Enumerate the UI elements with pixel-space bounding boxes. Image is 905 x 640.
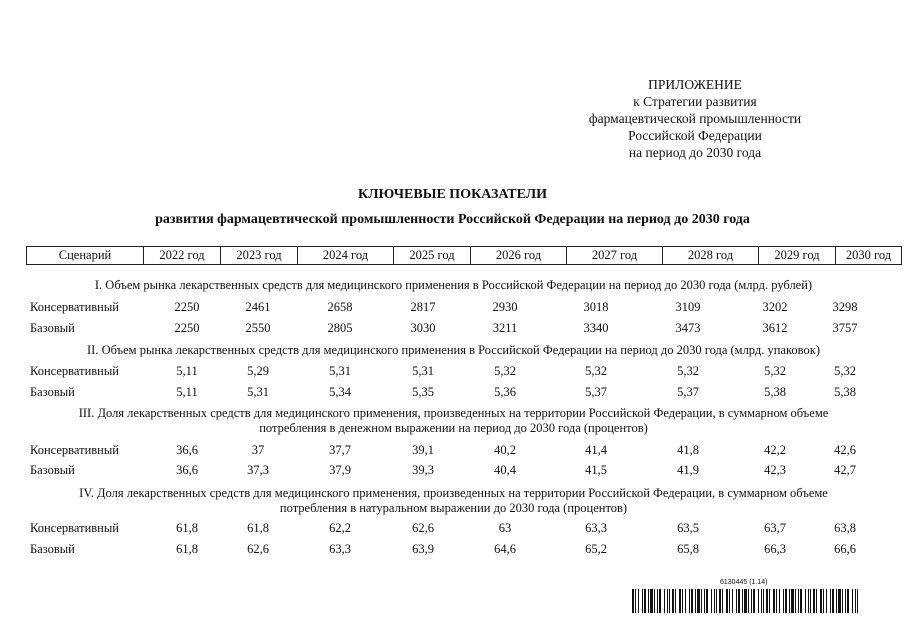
row-label: Базовый bbox=[30, 463, 75, 477]
cell: 3473 bbox=[675, 321, 701, 335]
header-cell-2029: 2029 год bbox=[759, 247, 836, 265]
cell: 5,38 bbox=[764, 385, 786, 399]
section-title bbox=[26, 406, 881, 436]
cell: 66,3 bbox=[764, 542, 786, 556]
cell: 66,6 bbox=[834, 542, 856, 556]
section-title bbox=[26, 343, 881, 358]
cell: 65,8 bbox=[677, 542, 699, 556]
cell: 41,4 bbox=[585, 443, 607, 457]
cell: 39,3 bbox=[412, 463, 434, 477]
cell: 65,2 bbox=[585, 542, 607, 556]
cell: 37,7 bbox=[329, 443, 351, 457]
cell: 63,3 bbox=[585, 521, 607, 535]
section-title-line: потребления в натуральном выражении до 2030 года (процентов) bbox=[279, 501, 628, 515]
cell: 2805 bbox=[327, 321, 353, 335]
cell: 39,1 bbox=[412, 443, 434, 457]
cell: 5,11 bbox=[176, 364, 198, 378]
cell: 36,6 bbox=[176, 443, 198, 457]
cell: 61,8 bbox=[247, 521, 269, 535]
document-subtitle: развития фармацевтической промышленности Российской Федерации на период до 2030 года bbox=[155, 212, 750, 227]
cell: 5,32 bbox=[764, 364, 786, 378]
header-cell-2025: 2025 год bbox=[394, 247, 471, 265]
barcode-icon bbox=[632, 589, 860, 613]
cell: 40,4 bbox=[494, 463, 516, 477]
cell: 41,8 bbox=[677, 443, 699, 457]
cell: 61,8 bbox=[176, 542, 198, 556]
appendix-block bbox=[560, 76, 830, 161]
section-title-line: I. Объем рынка лекарственных средств для медицинского применения в Российской Федерации на период до 2030 года (млрд. рублей) bbox=[94, 278, 813, 292]
cell: 3030 bbox=[410, 321, 436, 335]
cell: 5,31 bbox=[412, 364, 434, 378]
cell: 3109 bbox=[675, 300, 701, 314]
cell: 5,38 bbox=[834, 385, 856, 399]
row-label: Базовый bbox=[30, 542, 75, 556]
table-row bbox=[0, 462, 905, 478]
header-cell-2024: 2024 год bbox=[298, 247, 394, 265]
row-label: Базовый bbox=[30, 321, 75, 335]
appendix-line: ПРИЛОЖЕНИЕ bbox=[648, 77, 742, 92]
header-cell-2022: 2022 год bbox=[144, 247, 221, 265]
cell: 2250 bbox=[174, 300, 200, 314]
table-row bbox=[0, 442, 905, 458]
table-header bbox=[26, 246, 902, 265]
cell: 5,37 bbox=[585, 385, 607, 399]
cell: 37 bbox=[251, 443, 265, 457]
table-row bbox=[0, 320, 905, 336]
document-title: КЛЮЧЕВЫЕ ПОКАЗАТЕЛИ bbox=[357, 187, 548, 202]
cell: 2461 bbox=[245, 300, 271, 314]
cell: 63,5 bbox=[677, 521, 699, 535]
section-title bbox=[26, 278, 881, 293]
row-label: Консервативный bbox=[30, 364, 119, 378]
header-cell-2026: 2026 год bbox=[471, 247, 567, 265]
cell: 5,31 bbox=[247, 385, 269, 399]
appendix-line: к Стратегии развития bbox=[633, 94, 757, 109]
cell: 63 bbox=[498, 521, 512, 535]
cell: 61,8 bbox=[176, 521, 198, 535]
cell: 3202 bbox=[762, 300, 788, 314]
cell: 41,5 bbox=[585, 463, 607, 477]
table-row bbox=[0, 520, 905, 536]
cell: 37,9 bbox=[329, 463, 351, 477]
cell: 3757 bbox=[832, 321, 858, 335]
table-row bbox=[0, 299, 905, 315]
cell: 62,2 bbox=[329, 521, 351, 535]
cell: 36,6 bbox=[176, 463, 198, 477]
cell: 63,7 bbox=[764, 521, 786, 535]
header-cell-2027: 2027 год bbox=[567, 247, 663, 265]
header-cell-2030: 2030 год bbox=[836, 247, 902, 265]
cell: 5,32 bbox=[494, 364, 516, 378]
document-code: 6130445 (1.14) bbox=[720, 579, 768, 586]
cell: 5,36 bbox=[494, 385, 516, 399]
cell: 3612 bbox=[762, 321, 788, 335]
cell: 5,11 bbox=[176, 385, 198, 399]
cell: 2250 bbox=[174, 321, 200, 335]
section-title-line: III. Доля лекарственных средств для медицинского применения, произведенных на территории Российской Федерации, в суммарном объеме bbox=[78, 406, 829, 420]
row-label: Консервативный bbox=[30, 300, 119, 314]
cell: 5,32 bbox=[834, 364, 856, 378]
cell: 2930 bbox=[492, 300, 518, 314]
table-row bbox=[0, 541, 905, 557]
cell: 40,2 bbox=[494, 443, 516, 457]
cell: 5,29 bbox=[247, 364, 269, 378]
cell: 5,37 bbox=[677, 385, 699, 399]
cell: 42,2 bbox=[764, 443, 786, 457]
cell: 3340 bbox=[583, 321, 609, 335]
cell: 5,31 bbox=[329, 364, 351, 378]
cell: 3211 bbox=[492, 321, 518, 335]
cell: 63,8 bbox=[834, 521, 856, 535]
section-title-line: II. Объем рынка лекарственных средств для медицинского применения в Российской Федерации на период до 2030 года (млрд. упаковок) bbox=[87, 343, 820, 357]
cell: 2817 bbox=[410, 300, 436, 314]
cell: 42,6 bbox=[834, 443, 856, 457]
header-cell-scenario: Сценарий bbox=[27, 247, 144, 265]
cell: 64,6 bbox=[494, 542, 516, 556]
cell: 2550 bbox=[245, 321, 271, 335]
cell: 37,3 bbox=[247, 463, 269, 477]
cell: 62,6 bbox=[412, 521, 434, 535]
cell: 5,32 bbox=[585, 364, 607, 378]
cell: 41,9 bbox=[677, 463, 699, 477]
cell: 3018 bbox=[583, 300, 609, 314]
cell: 5,34 bbox=[329, 385, 351, 399]
cell: 42,3 bbox=[764, 463, 786, 477]
cell: 63,9 bbox=[412, 542, 434, 556]
row-label: Консервативный bbox=[30, 443, 119, 457]
table-row bbox=[0, 384, 905, 400]
table-row bbox=[0, 363, 905, 379]
appendix-line: Российской Федерации bbox=[628, 128, 762, 143]
section-title bbox=[26, 486, 881, 516]
cell: 63,3 bbox=[329, 542, 351, 556]
cell: 42,7 bbox=[834, 463, 856, 477]
cell: 3298 bbox=[832, 300, 858, 314]
appendix-line: фармацевтической промышленности bbox=[588, 111, 802, 126]
cell: 62,6 bbox=[247, 542, 269, 556]
row-label: Консервативный bbox=[30, 521, 119, 535]
header-cell-2023: 2023 год bbox=[221, 247, 298, 265]
row-label: Базовый bbox=[30, 385, 75, 399]
header-cell-2028: 2028 год bbox=[663, 247, 759, 265]
cell: 2658 bbox=[327, 300, 353, 314]
section-title-line: потребления в денежном выражении на период до 2030 года (процентов) bbox=[259, 421, 648, 435]
cell: 5,32 bbox=[677, 364, 699, 378]
cell: 5,35 bbox=[412, 385, 434, 399]
appendix-line: на период до 2030 года bbox=[628, 145, 762, 160]
section-title-line: IV. Доля лекарственных средств для медицинского применения, произведенных на территории Российской Федерации, в суммарном объеме bbox=[79, 486, 828, 500]
